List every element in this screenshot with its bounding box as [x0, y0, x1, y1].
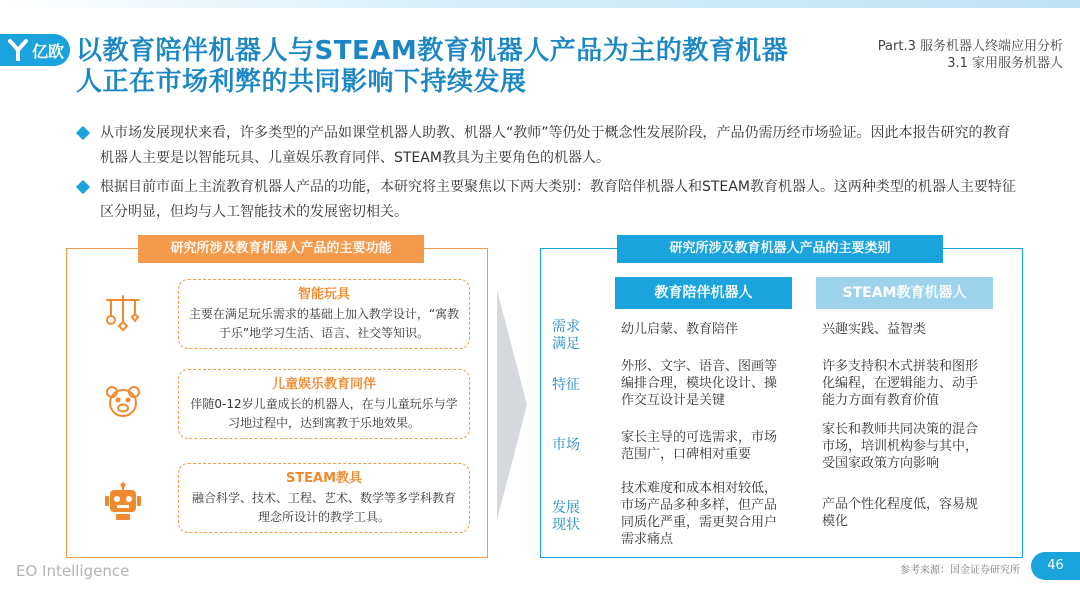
- bullet-item: [78, 121, 1018, 171]
- bullet-item: [78, 175, 1018, 225]
- page-number: 46: [1031, 552, 1080, 580]
- bullet-text: 根据目前市面上主流教育机器人产品的功能，本研究将主要聚焦以下两大类别：教育陪伴机器人和STEAM教育机器人。这两种类型的机器人主要特征区分明显，但均与人工智能技术的发展密切相关。: [100, 179, 1016, 220]
- table-cell: 外形、文字、语音、图画等编排合理，模块化设计、操作交互设计是关键: [621, 359, 778, 408]
- logo-y-icon: [8, 39, 28, 61]
- top-gradient-bar: [0, 0, 1080, 8]
- robot-icon: [103, 482, 143, 522]
- function-card-title: 智能玩具: [297, 287, 350, 302]
- page-title-line-2: 人正在市场利弊的共同影响下持续发展: [76, 67, 527, 97]
- row-label-features: 特征: [552, 377, 580, 393]
- table-cell: 家长主导的可选需求，市场范围广，口碑相对重要: [621, 430, 778, 462]
- functions-panel-header: 研究所涉及教育机器人产品的主要功能: [138, 235, 424, 263]
- function-card-steam: [178, 463, 470, 533]
- section-part: Part.3 服务机器人终端应用分析: [877, 39, 1063, 54]
- table-cell: 许多支持积木式拼装和图形化编程，在逻辑能力、动手能力方面有教育价值: [822, 359, 979, 408]
- row-label-status: 发展现状: [552, 500, 580, 533]
- function-card-body: 融合科学、技术、工程、艺术、数学等多学科教育理念所设计的教学工具。: [191, 491, 456, 524]
- table-cell: 幼儿启蒙、教育陪伴: [621, 322, 739, 337]
- footer-brand: EO Intelligence: [16, 562, 130, 580]
- column-header-steam-robot: STEAM教育机器人: [816, 277, 993, 309]
- categories-panel-header: 研究所涉及教育机器人产品的主要类别: [617, 235, 943, 263]
- diamond-bullet-icon: [76, 126, 90, 140]
- section-sub: 3.1 家用服务机器人: [947, 56, 1063, 71]
- source-note: 参考来源：国金证券研究所: [900, 565, 1020, 576]
- chevron-right-icon: [497, 290, 527, 520]
- teddy-bear-icon: [103, 383, 143, 423]
- table-cell: 技术难度和成本相对较低，市场产品多种多样，但产品同质化严重，需更契合用户需求痛点: [621, 481, 778, 547]
- page-title: [76, 36, 796, 98]
- function-card-smart-toy: [178, 279, 470, 349]
- row-label-market: 市场: [552, 437, 580, 453]
- row-label-demand: 需求满足: [552, 319, 580, 352]
- column-header-companion-robot: 教育陪伴机器人: [615, 277, 792, 309]
- mobile-toy-icon: [103, 294, 143, 334]
- table-cell: 产品个性化程度低，容易规模化: [822, 497, 979, 529]
- logo: [0, 34, 70, 66]
- function-card-body: 主要在满足玩乐需求的基础上加入教学设计，“寓教于乐”地学习生活、语言、社交等知识。: [188, 307, 460, 340]
- function-card-companion: [178, 369, 470, 439]
- page-title-line-1: 以教育陪伴机器人与STEAM教育机器人产品为主的教育机器: [76, 36, 789, 66]
- function-card-body: 伴随0-12岁儿童成长的机器人，在与儿童玩乐与学习地过程中，达到寓教于乐地效果。: [190, 397, 458, 430]
- section-label: [878, 38, 1063, 72]
- bullet-text: 从市场发展现状来看，许多类型的产品如课堂机器人助教、机器人“教师”等仍处于概念性发展阶段，产品仍需历经市场验证。因此本报告研究的教育机器人主要是以智能玩具、儿童娱乐教育同伴、STEAM教具为主要角色的机器人。: [100, 125, 1011, 166]
- table-cell: 家长和教师共同决策的混合市场，培训机构参与其中，受国家政策方向影响: [822, 422, 979, 471]
- diamond-bullet-icon: [76, 180, 90, 194]
- function-card-title: 儿童娱乐教育同伴: [271, 377, 376, 392]
- logo-text: 亿欧: [32, 41, 65, 61]
- bullet-list: [78, 121, 1018, 229]
- table-cell: 兴趣实践、益智类: [822, 322, 927, 337]
- function-card-title: STEAM教具: [285, 471, 363, 486]
